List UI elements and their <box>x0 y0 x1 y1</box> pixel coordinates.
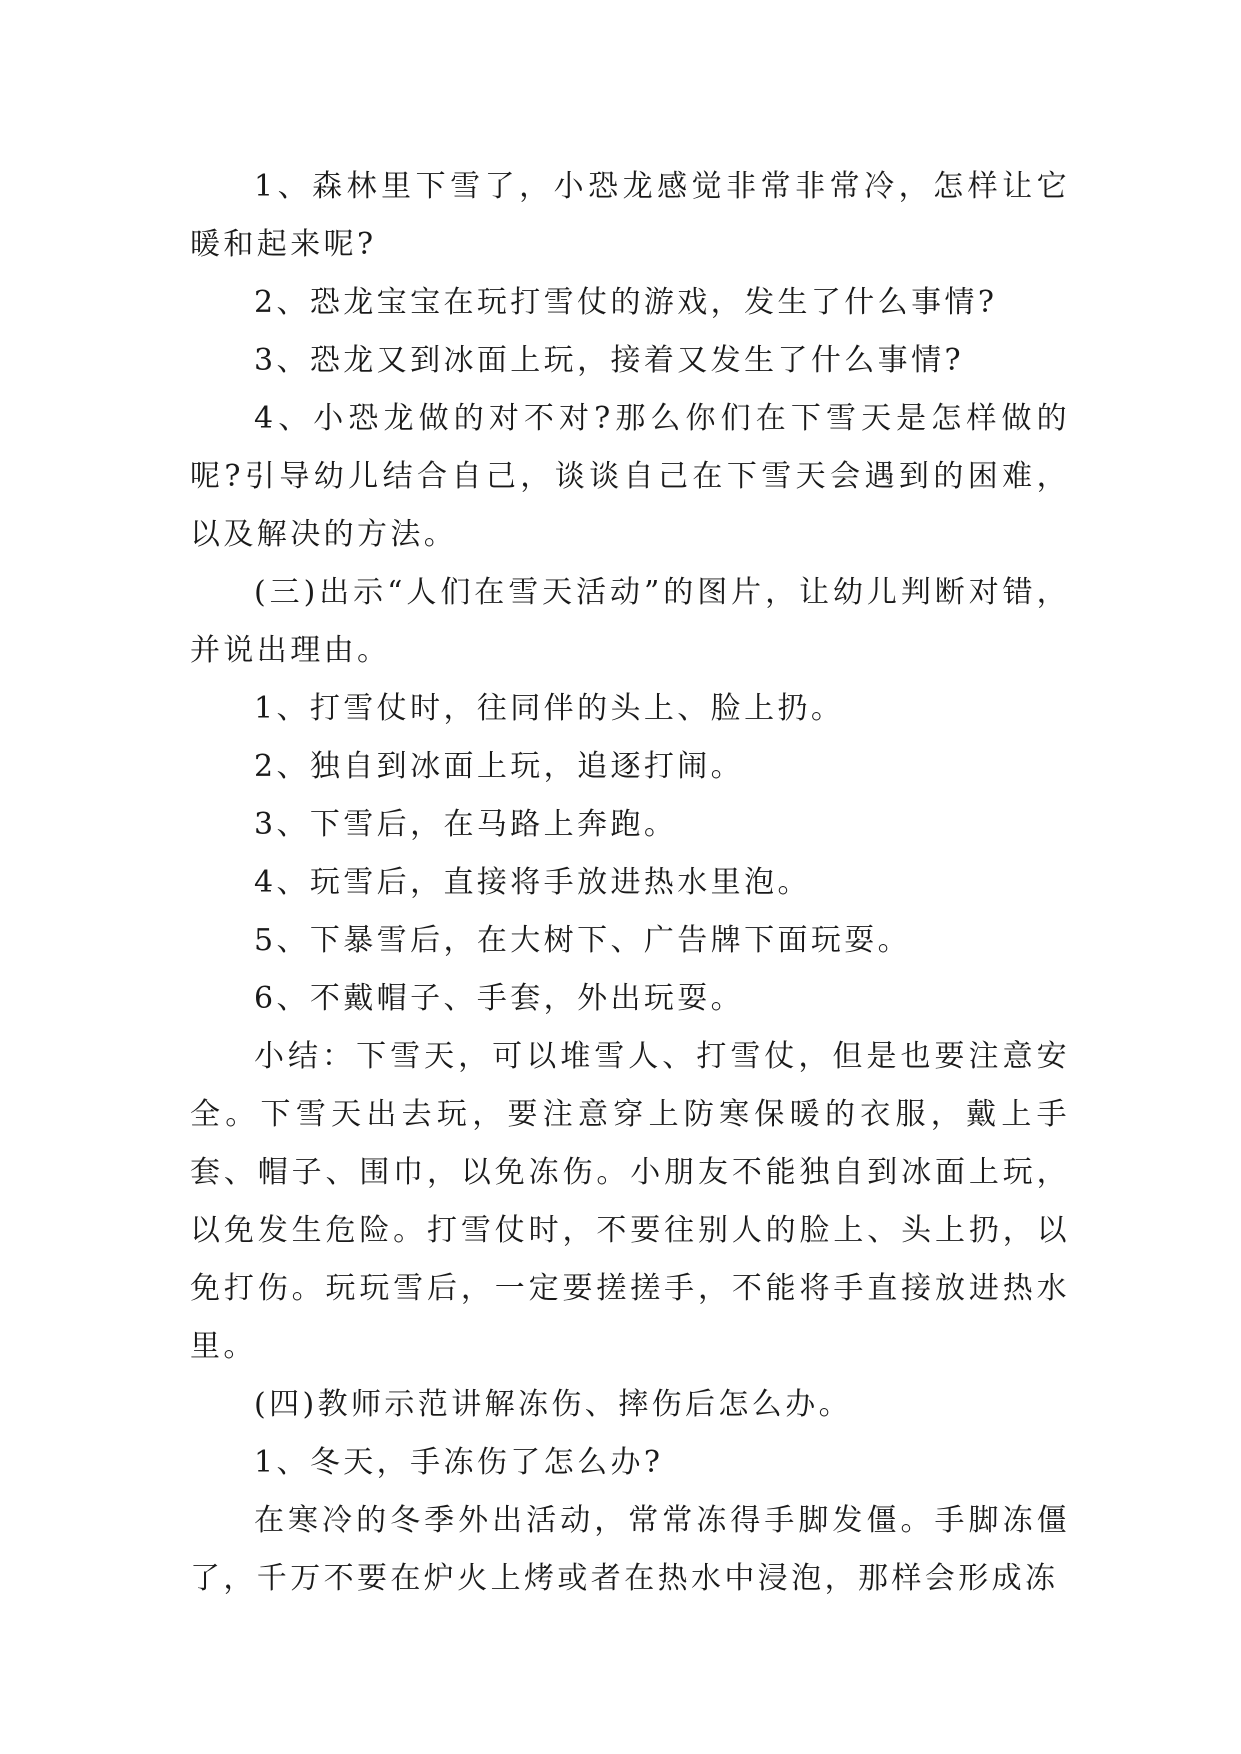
list-item-2: 2、独自到冰面上玩，追逐打闹。 <box>254 749 745 784</box>
paragraph-question-2: 2、恐龙宝宝在玩打雪仗的游戏，发生了什么事情? <box>254 285 998 320</box>
paragraph-question-3: 3、恐龙又到冰面上玩，接着又发生了什么事情? <box>254 343 964 378</box>
body-paragraph: 在寒冷的冬季外出活动，常常冻得手脚发僵。手脚冻僵了，千万不要在炉火上烤或者在热水中浸泡，那样会形成冻 <box>190 1503 1070 1596</box>
list-item-5: 5、下暴雪后，在大树下、广告牌下面玩耍。 <box>254 923 912 958</box>
list-item-4: 4、玩雪后，直接将手放进热水里泡。 <box>254 865 811 900</box>
list-item-6: 6、不戴帽子、手套，外出玩耍。 <box>254 981 745 1016</box>
list-item-1: 1、打雪仗时，往同伴的头上、脸上扔。 <box>254 691 845 726</box>
document-page <box>190 158 1070 1608</box>
section-heading-three: (三)出示“人们在雪天活动”的图片，让幼儿判断对错，并说出理由。 <box>190 575 1070 668</box>
list-item-3: 3、下雪后，在马路上奔跑。 <box>254 807 678 842</box>
section-heading-four: (四)教师示范讲解冻伤、摔伤后怎么办。 <box>254 1387 853 1422</box>
subsection-question-1: 1、冬天，手冻伤了怎么办? <box>254 1445 664 1480</box>
paragraph-question-1: 1、森林里下雪了，小恐龙感觉非常非常冷，怎样让它暖和起来呢? <box>190 169 1070 262</box>
summary-paragraph: 小结：下雪天，可以堆雪人、打雪仗，但是也要注意安全。下雪天出去玩，要注意穿上防寒保暖的衣服，戴上手套、帽子、围巾，以免冻伤。小朋友不能独自到冰面上玩，以免发生危险。打雪仗时，不要往别人的脸上、头上扔，以免打伤。玩玩雪后，一定要搓搓手，不能将手直接放进热水里。 <box>190 1039 1070 1364</box>
paragraph-question-4: 4、小恐龙做的对不对?那么你们在下雪天是怎样做的呢?引导幼儿结合自己，谈谈自己在下雪天会遇到的困难，以及解决的方法。 <box>190 401 1070 552</box>
